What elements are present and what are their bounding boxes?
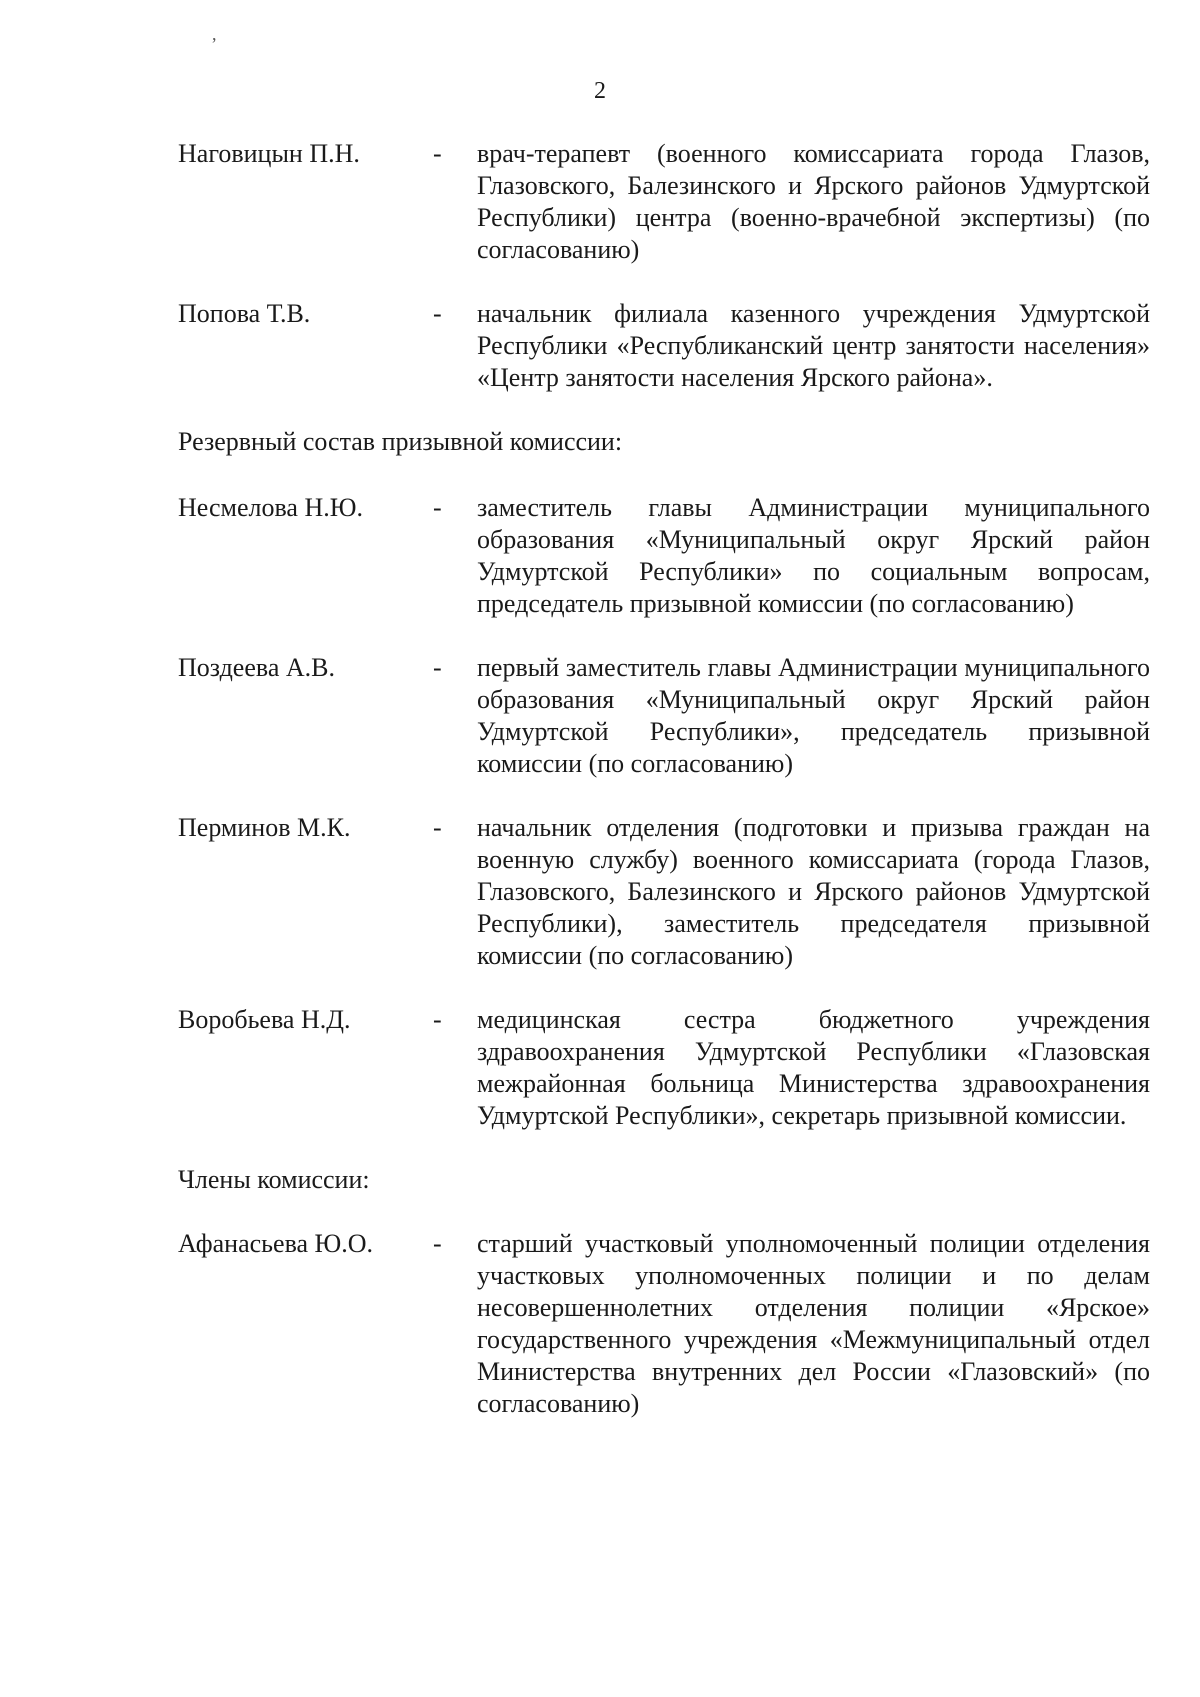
person-role: заместитель главы Администрации муниципального образования «Муниципальный округ Ярский район Удмуртской Республики» по социальным вопросам, председатель призывной комиссии (по согласованию)	[477, 493, 1150, 618]
list-item	[178, 298, 1150, 394]
person-role: старший участковый уполномоченный полиции отделения участковых уполномоченных полиции и по делам несовершеннолетних отделения полиции «Ярское» государственного учреждения «Межмуниципальный отдел Министерства внутренних дел России «Глазовский» (по согласованию)	[477, 1229, 1150, 1418]
stray-mark: ,	[212, 24, 217, 44]
person-name: Несмелова Н.Ю.	[178, 493, 363, 522]
reserve-section-heading: Резервный состав призывной комиссии:	[178, 427, 623, 456]
person-role: начальник отделения (подготовки и призыва граждан на военную службу) военного комиссариата (города Глазов, Глазовского, Балезинского и Ярского районов Удмуртской Республики), заместитель председателя призывной комиссии (по согласованию)	[477, 813, 1150, 970]
person-name: Перминов М.К.	[178, 813, 351, 842]
person-role: врач-терапевт (военного комиссариата города Глазов, Глазовского, Балезинского и Ярского районов Удмуртской Республики) центра (военно-врачебной экспертизы) (по согласованию)	[477, 139, 1150, 264]
separator-dash: -	[433, 1229, 442, 1258]
list-item	[178, 812, 1150, 972]
person-role: начальник филиала казенного учреждения Удмуртской Республики «Республиканский центр занятости населения» «Центр занятости населения Ярского района».	[477, 299, 1150, 392]
person-name: Поздеева А.В.	[178, 653, 335, 682]
person-name: Попова Т.В.	[178, 299, 311, 328]
list-item	[178, 1004, 1150, 1132]
separator-dash: -	[433, 813, 442, 842]
separator-dash: -	[433, 299, 442, 328]
list-item	[178, 492, 1150, 620]
page-number: 2	[594, 78, 606, 104]
separator-dash: -	[433, 493, 442, 522]
list-item	[178, 1228, 1150, 1420]
person-role: первый заместитель главы Администрации муниципального образования «Муниципальный округ Ярский район Удмуртской Республики», председатель призывной комиссии (по согласованию)	[477, 653, 1150, 778]
person-role: медицинская сестра бюджетного учреждения здравоохранения Удмуртской Республики «Глазовская межрайонная больница Министерства здравоохранения Удмуртской Республики», секретарь призывной комиссии.	[477, 1005, 1150, 1130]
person-name: Воробьева Н.Д.	[178, 1005, 351, 1034]
document-body	[178, 138, 1150, 1420]
separator-dash: -	[433, 139, 442, 168]
separator-dash: -	[433, 1005, 442, 1034]
person-name: Наговицын П.Н.	[178, 139, 360, 168]
person-name: Афанасьева Ю.О.	[178, 1229, 374, 1258]
list-item	[178, 652, 1150, 780]
list-item	[178, 138, 1150, 266]
separator-dash: -	[433, 653, 442, 682]
members-section-heading: Члены комиссии:	[178, 1165, 370, 1194]
